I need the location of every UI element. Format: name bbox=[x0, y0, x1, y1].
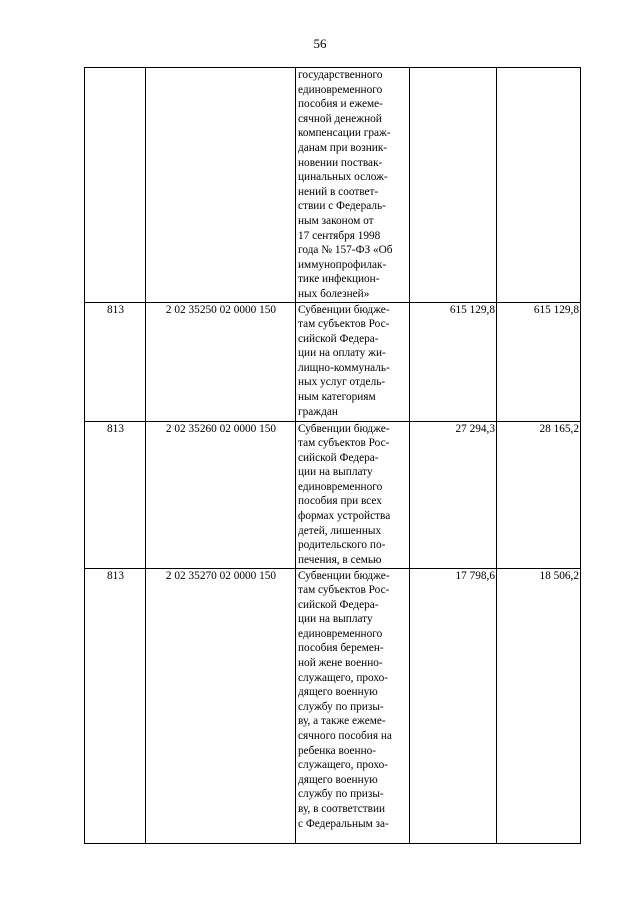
income-name-line: службу по призы- bbox=[298, 700, 384, 713]
income-name-line: компенсации граж- bbox=[298, 127, 391, 140]
income-name-line: пособия при всех bbox=[298, 495, 382, 508]
income-name-line: дящего военную bbox=[298, 686, 378, 699]
income-name-line: тике инфекцион- bbox=[298, 273, 380, 286]
amount-2023-cell: 28 165,2 bbox=[497, 421, 581, 568]
income-name-line: Субвенции бюдже- bbox=[298, 303, 390, 316]
income-name-line: с Федеральным за- bbox=[298, 817, 389, 830]
table-row bbox=[85, 68, 581, 303]
amount-2023-cell: 18 506,2 bbox=[497, 568, 581, 843]
income-name-cell bbox=[296, 568, 410, 843]
amount-2022-cell: 615 129,8 bbox=[410, 302, 497, 421]
income-name-line: ции на выплату bbox=[298, 613, 373, 626]
income-name-line: там субъектов Рос- bbox=[298, 318, 390, 331]
income-name-line: государственного bbox=[298, 69, 383, 81]
amount-2022-cell: 27 294,3 bbox=[410, 421, 497, 568]
income-name-line: сячного пособия на bbox=[298, 730, 392, 743]
income-name-line: там субъектов Рос- bbox=[298, 584, 390, 597]
income-name-line: дящего военную bbox=[298, 773, 378, 786]
income-name-cell bbox=[296, 302, 410, 421]
income-name-line: ции на оплату жи- bbox=[298, 347, 386, 360]
income-name-line: сячной денежной bbox=[298, 112, 382, 125]
income-name-line: служащего, прохо- bbox=[298, 759, 389, 772]
admin-code-cell bbox=[85, 68, 146, 303]
table-row bbox=[85, 568, 581, 843]
income-name-line: ву, а также ежеме- bbox=[298, 715, 386, 728]
income-name-line: детей, лишенных bbox=[298, 524, 382, 537]
amount-2022-cell bbox=[410, 68, 497, 303]
income-name-line: лищно-коммуналь- bbox=[298, 361, 390, 374]
income-name-line: иммунопрофилак- bbox=[298, 258, 387, 271]
amount-2022-cell: 17 798,6 bbox=[410, 568, 497, 843]
income-name-line: единовременного bbox=[298, 627, 383, 640]
table-row bbox=[85, 421, 581, 568]
amount-2023-cell: 615 129,8 bbox=[497, 302, 581, 421]
budget-table bbox=[84, 67, 581, 844]
amount-2023-cell bbox=[497, 68, 581, 303]
income-name-line: ной жене военно- bbox=[298, 657, 383, 670]
income-name-line: ствии с Федераль- bbox=[298, 200, 386, 213]
income-name-line: ву, в соответствии bbox=[298, 803, 386, 815]
budget-code-cell: 2 02 35250 02 0000 150 bbox=[146, 302, 296, 421]
income-name-line: ным категориям bbox=[298, 391, 376, 404]
budget-code-cell: 2 02 35270 02 0000 150 bbox=[146, 568, 296, 843]
income-name-line: ных услуг отдель- bbox=[298, 376, 386, 389]
income-name-line: единовременного bbox=[298, 83, 383, 96]
income-name-line: служащего, прохо- bbox=[298, 671, 389, 684]
income-name-line: 17 сентября 1998 bbox=[298, 229, 381, 242]
income-name-line: печения, в семью bbox=[298, 553, 382, 566]
budget-code-cell: 2 02 35260 02 0000 150 bbox=[146, 421, 296, 568]
income-name-line: ребенка военно- bbox=[298, 744, 377, 757]
income-name-line: ных болезней» bbox=[298, 287, 370, 300]
income-name-line: родительского по- bbox=[298, 539, 386, 552]
income-name-line: граждан bbox=[298, 405, 338, 418]
income-name-line: года № 157-ФЗ «Об bbox=[298, 244, 393, 257]
income-name-line: там субъектов Рос- bbox=[298, 437, 390, 450]
income-name-line: Субвенции бюдже- bbox=[298, 422, 390, 435]
income-name-line: пособия беремен- bbox=[298, 642, 384, 655]
income-name-line: цинальных ослож- bbox=[298, 171, 388, 184]
income-name-line: службу по призы- bbox=[298, 788, 384, 801]
income-name-line: Субвенции бюдже- bbox=[298, 569, 390, 582]
page-number: 56 bbox=[313, 36, 327, 51]
income-name-line: данам при возник- bbox=[298, 141, 388, 154]
income-name-cell bbox=[296, 68, 410, 303]
income-name-cell bbox=[296, 421, 410, 568]
income-name-line: формах устройства bbox=[298, 510, 391, 523]
income-name-line: пособия и ежеме- bbox=[298, 98, 383, 111]
income-name-line: нений в соответ- bbox=[298, 185, 379, 198]
income-name-line: сийской Федера- bbox=[298, 332, 379, 345]
table-row bbox=[85, 302, 581, 421]
income-name-line: ным законом от bbox=[298, 214, 374, 227]
income-name-line: ции на выплату bbox=[298, 466, 373, 479]
budget-code-cell bbox=[146, 68, 296, 303]
income-name-line: новении поствак- bbox=[298, 156, 383, 169]
income-name-line: единовременного bbox=[298, 480, 383, 493]
table-body bbox=[85, 68, 581, 844]
admin-code-cell: 813 bbox=[85, 421, 146, 568]
income-name-line: сийской Федера- bbox=[298, 598, 379, 611]
income-name-line: сийской Федера- bbox=[298, 451, 379, 464]
admin-code-cell: 813 bbox=[85, 302, 146, 421]
admin-code-cell: 813 bbox=[85, 568, 146, 843]
